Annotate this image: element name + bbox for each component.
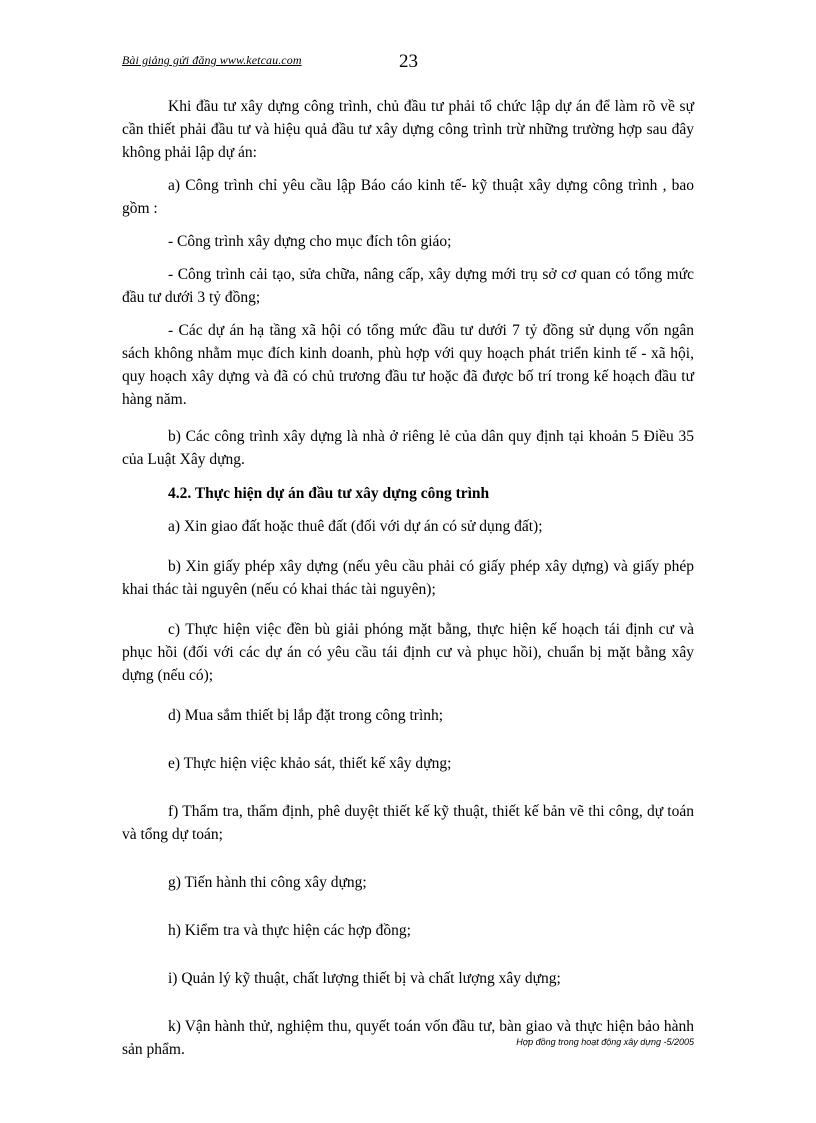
- page-number: 23: [399, 51, 418, 72]
- list-item: - Công trình cải tạo, sửa chữa, nâng cấp, xây dựng mới trụ sở cơ quan có tổng mức đầu tư dưới 3 tỷ đồng;: [122, 266, 694, 306]
- list-item: - Công trình xây dựng cho mục đích tôn giáo;: [168, 233, 452, 250]
- list-item: - Các dự án hạ tầng xã hội có tổng mức đầu tư dưới 7 tỷ đồng sử dụng vốn ngân sách không nhằm mục đích kinh doanh, phù hợp với quy hoạch phát triển kinh tế - xã hội, quy hoạch xây dựng và đã có chủ trương đầu tư hoặc đã được bố trí trong kế hoạch đầu tư hàng năm.: [122, 322, 694, 408]
- intro-paragraph: Khi đầu tư xây dựng công trình, chủ đầu tư phải tổ chức lập dự án để làm rõ về sự cần thiết phải đầu tư và hiệu quả đầu tư xây dựng công trình trừ những trường hợp sau đây không phải lập dự án:: [122, 98, 694, 161]
- step-item: i) Quản lý kỹ thuật, chất lượng thiết bị và chất lượng xây dựng;: [168, 970, 561, 987]
- footer-text: Hợp đồng trong hoạt động xây dựng -5/2005: [516, 1037, 694, 1047]
- section-heading: 4.2. Thực hiện dự án đầu tư xây dựng công trình: [168, 485, 490, 502]
- step-item: b) Xin giấy phép xây dựng (nếu yêu cầu phải có giấy phép xây dựng) và giấy phép khai thác tài nguyên (nếu có khai thác tài nguyên);: [122, 558, 694, 598]
- step-item: a) Xin giao đất hoặc thuê đất (đối với dự án có sử dụng đất);: [168, 518, 543, 535]
- step-item: e) Thực hiện việc khảo sát, thiết kế xây dựng;: [168, 755, 452, 772]
- list-item: b) Các công trình xây dựng là nhà ở riêng lẻ của dân quy định tại khoản 5 Điều 35 của Luật Xây dựng.: [122, 428, 694, 468]
- step-item: h) Kiểm tra và thực hiện các hợp đồng;: [168, 922, 411, 939]
- header-source-link[interactable]: Bài giảng gửi đăng www.ketcau.com: [122, 53, 302, 67]
- step-item: g) Tiến hành thi công xây dựng;: [168, 874, 367, 891]
- step-item: c) Thực hiện việc đền bù giải phóng mặt bằng, thực hiện kế hoạch tái định cư và phục hồi (đối với các dự án có yêu cầu tái định cư và phục hồi), chuẩn bị mặt bằng xây dựng (nếu có);: [122, 621, 694, 684]
- step-item: k) Vận hành thử, nghiệm thu, quyết toán vốn đầu tư, bàn giao và thực hiện bảo hành sản phẩm.: [122, 1018, 694, 1058]
- step-item: f) Thẩm tra, thẩm định, phê duyệt thiết kế kỹ thuật, thiết kế bản vẽ thi công, dự toán và tổng dự toán;: [122, 803, 694, 843]
- step-item: d) Mua sắm thiết bị lắp đặt trong công trình;: [168, 707, 444, 724]
- document-body: [122, 95, 694, 1061]
- list-item: a) Công trình chỉ yêu cầu lập Báo cáo kinh tế- kỹ thuật xây dựng công trình , bao gồm :: [122, 177, 694, 217]
